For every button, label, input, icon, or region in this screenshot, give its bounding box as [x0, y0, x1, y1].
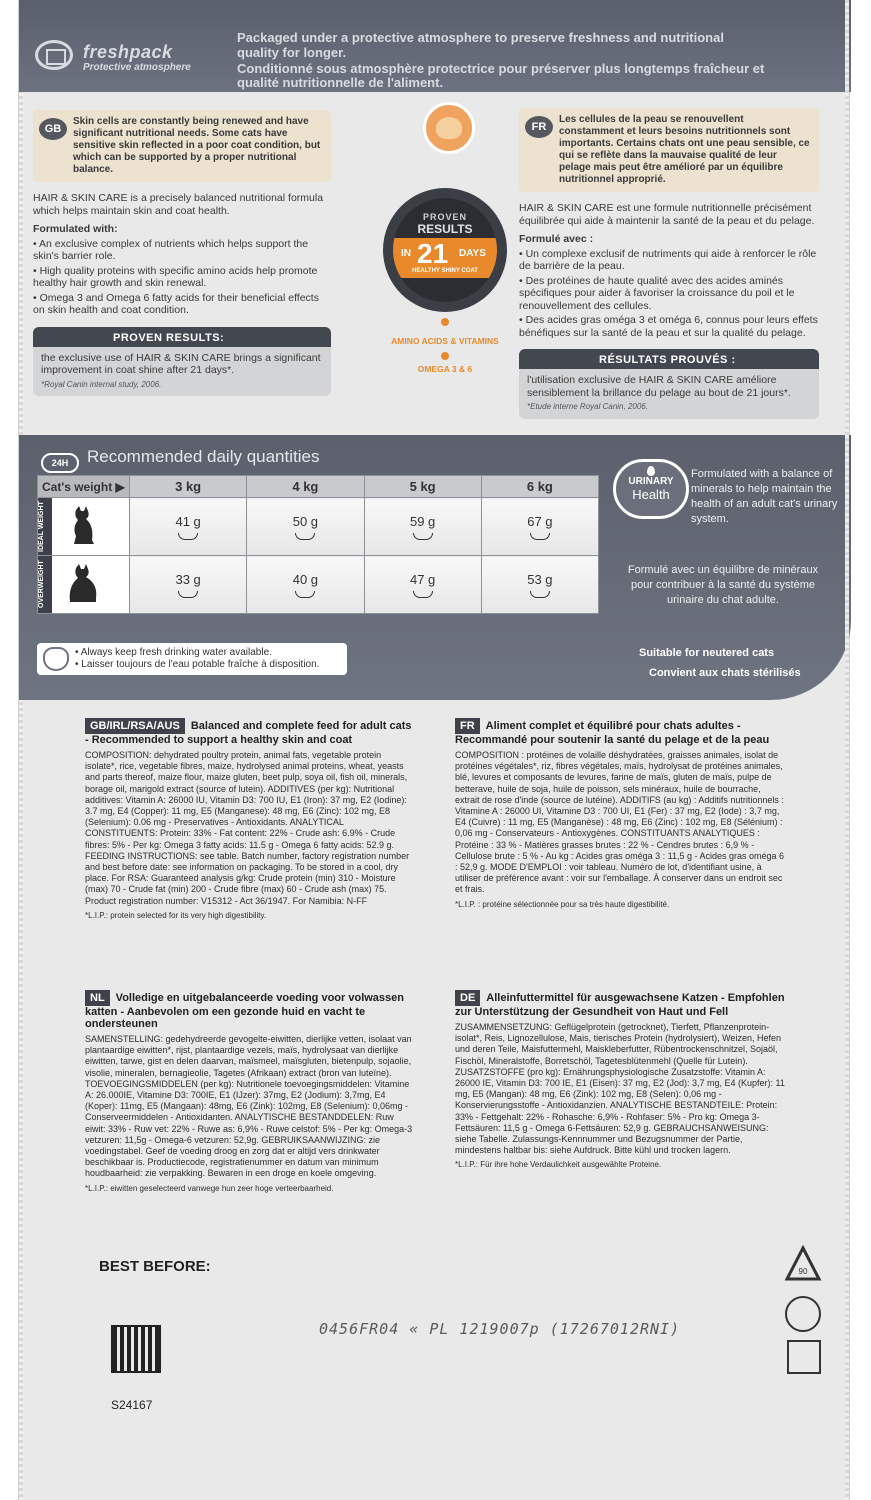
badge-band: [393, 238, 497, 278]
fr-lang-badge: FR: [525, 116, 553, 138]
overweight-cell: [38, 556, 130, 614]
freshpack-name: freshpack: [83, 42, 173, 62]
gb-proven-box: [33, 327, 331, 397]
bowl-icon: [530, 591, 550, 598]
best-before-label: BEST BEFORE:: [99, 1258, 211, 1275]
legal-nl-tag: NL: [85, 990, 110, 1006]
neutered-text-en: Suitable for neutered cats: [639, 647, 775, 659]
fr-intro-box: [519, 108, 819, 192]
bowl-icon: [413, 533, 433, 540]
quantity-value: 53 g: [527, 571, 553, 587]
water-text-fr: • Laisser toujours de l'eau potable fraîche à disposition.: [75, 659, 320, 670]
fr-intro: Les cellules de la peau se renouvellent constamment et leurs besoins nutritionnels sont importants. Certains chats ont une peau sensible, ce qui se reflète dans la mauvaise qualité de leur pelage mais peut être amélioré par un équilibre nutritionnel approprié.: [559, 114, 810, 185]
legal-gb-heading: Balanced and complete feed for adult cats - Recommended to support a healthy skin and coat: [85, 720, 412, 746]
badge-proven: PROVEN: [422, 212, 467, 222]
green-dot-icon: [785, 1296, 821, 1332]
table-row-ideal: [38, 498, 599, 556]
rdq-title: Recommended daily quantities: [87, 447, 320, 466]
quantity-value: 40 g: [292, 571, 319, 587]
24h-icon: 24H: [41, 453, 79, 473]
gb-proven-body: the exclusive use of HAIR & SKIN CARE brings a significant improvement in coat shine after 21 days*.: [41, 351, 321, 376]
legal-de-tag: DE: [455, 990, 480, 1006]
bowl-icon: [413, 591, 433, 598]
over-quantity-cell: [130, 556, 247, 614]
fr-bullet-3: • Des acides gras oméga 3 et oméga 6, connus pour leurs effets bénéfiques sur la santé de la peau et sur la qualité du pelage.: [519, 314, 818, 339]
badge-subtitle: HEALTHY SHINY COAT: [412, 268, 478, 274]
gb-proven-note: *Royal Canin internal study, 2006.: [41, 379, 162, 389]
quantity-value: 50 g: [292, 513, 319, 529]
feeding-table: [37, 475, 599, 614]
omega-label: OMEGA 3 & 6: [417, 364, 473, 374]
ideal-quantity-cell: [364, 498, 481, 556]
fr-formulated: Formulé avec :: [519, 233, 594, 245]
gb-intro: Skin cells are constantly being renewed and have significant nutritional needs. Some cats have sensitive skin reflected in a poor coat condition, but which can be supported by a proper nutritional balance.: [73, 116, 321, 175]
slim-cat-icon: [68, 506, 98, 546]
quantity-value: 47 g: [409, 571, 436, 587]
legal-gb-lip: *L.I.P.: protein selected for its very high digestibility.: [85, 910, 267, 920]
legal-fr: [455, 718, 785, 910]
legal-fr-tag: FR: [455, 718, 480, 734]
package-back: [18, 0, 850, 1500]
product-code: S24167: [111, 1398, 153, 1412]
ideal-quantity-cell: [130, 498, 247, 556]
legal-fr-body: COMPOSITION : protéines de volaille déshydratées, graisses animales, isolat de protéines végétales*, riz, fibres végétales, maïs, hydrolysat de protéines animales, blé, levures et composants de levures, farine de maïs, gluten de maïs, pulpe de betterave, huile de soja, huile de poisson, sels minéraux, huile de bourrache, extrait de rose d'inde (source de lutéine). ADDITIFS (au kg) : Additifs nutritionnels : Vitamine A : 26000 UI, Vitamine D3 : 700 UI, E1 (Fer) : 37 mg, E2 (Iode) : 3,7 mg, E4 (Cuivre) : 11 mg, E5 (Manganèse) : 48 mg, E6 (Zinc) : 102 mg, E8 (Sélénium) : 0,06 mg - Conservateurs - Antioxygènes. CONSTITUANTS ANALYTIQUES : Protéine : 33 % - Matières grasses brutes : 22 % - Cendres brutes : 6,9 % - Cellulose brute : 5 % - Au kg : Acides gras oméga 3 : 11,5 g - Acides gras oméga 6 : 52,9 g. MODE D'EMPLOI : voir tableau. Numéro de lot, d'identifiant usine, à utiliser de préférence avant : voir sur l'emballage. À conserver dans un endroit sec et frais.: [455, 750, 785, 895]
amino-acids-label: AMINO ACIDS & VITAMINS: [391, 336, 499, 346]
freshpack-band: [19, 0, 851, 92]
ideal-weight-label: IDEAL WEIGHT: [38, 498, 52, 555]
fr-proven-body: l'utilisation exclusive de HAIR & SKIN CARE améliore sensiblement la brillance du pelage au bout de 21 jours*.: [527, 374, 791, 399]
freshpack-text-en: Packaged under a protective atmosphere to preserve freshness and nutritional quality for longer.: [237, 30, 724, 60]
quantity-value: 67 g: [527, 513, 553, 529]
urinary-text-fr: Formulé avec un équilibre de minéraux pour contribuer à la santé du système urinaire du chat adulte.: [627, 564, 819, 606]
weight-col: 4 kg: [247, 476, 364, 498]
fr-bullet-1: • Un complexe exclusif de nutriments qui aide à renforcer le rôle de barrière de la peau.: [519, 247, 817, 272]
over-quantity-cell: [481, 556, 598, 614]
legal-gb-body: COMPOSITION: dehydrated poultry protein, animal fats, vegetable protein isolate*, rice, vegetable fibres, maize, hydrolysed animal proteins, wheat, yeasts and parts thereof, maize flour, maize gluten, beet pulp, soya oil, fish oil, minerals, borage oil, marigold extract (source of lutein). ADDITIVES (per kg): Nutritional additives: Vitamin A: 26000 IU, Vitamin D3: 700 IU, E1 (Iron): 37 mg, E2 (Iodine): 3.7 mg, E4 (Copper): 11 mg, E5 (Manganese): 48 mg, E6 (Zinc): 102 mg, E8 (Selenium): 0.06 mg - Preservatives - Antioxidants. ANALYTICAL CONSTITUENTS: Protein: 33% - Fat content: 22% - Crude ash: 6.9% - Crude fibres: 5% - Per kg: Omega 3 fatty acids: 11.5 g - Omega 6 fatty acids: 52.9 g. FEEDING INSTRUCTIONS: see table. Batch number, factory registration number and best before date: see information on packaging. To be stored in a cool, dry place. For RSA: Guaranteed analysis g/kg: Crude protein (min) 310 - Moisture (max) 70 - Crude fat (min) 200 - Crude fibre (max) 60 - Crude ash (max) 75. Product registration number: V15312 - Act 36/1947. For Namibia: N-FF: [85, 750, 410, 906]
orange-dot-icon: [441, 352, 449, 360]
fr-proven-note: *Etude interne Royal Canin, 2006.: [527, 402, 648, 411]
urinary-title: URINARY: [628, 476, 674, 487]
legal-gb: [85, 718, 415, 921]
fr-proven-box: [519, 349, 819, 419]
legal-de: [455, 990, 785, 1171]
gb-bullet-2: • High quality proteins with specific amino acids help promote healthy hair growth and skin renewal.: [33, 264, 318, 289]
gb-lang-badge: GB: [39, 118, 67, 140]
daily-quantities-panel: [19, 435, 851, 700]
legal-de-body: ZUSAMMENSETZUNG: Geflügelprotein (getrocknet), Tierfett, Pflanzenprotein-isolat*, Reis, Lignozellulose, Mais, tierisches Protein (hydrolysiert), Weizen, Hefen und deren Teile, Maisfuttermehl, Maiskleberfutter, Rübentrockenschnitzel, Sojaöl, Fischöl, Mineralstoffe, Borretschöl, Tagetesblütenmehl (Quelle für Lutein). ZUSATZSTOFFE (pro kg): Ernährungsphysiologische Zusatzstoffe: Vitamin A: 26000 IE, Vitamin D3: 700 IE, E1 (Eisen): 37 mg, E2 (Jod): 3,7 mg, E4 (Kupfer): 11 mg, E5 (Mangan): 48 mg, E6 (Zink): 102 mg, E8 (Selen): 0,06 mg - Konservierungsstoffe - Antioxidanzien. ANALYTISCHE BESTANDTEILE: Protein: 33% - Fettgehalt: 22% - Rohasche: 6,9% - Rohfaser: 5% - Pro kg: Omega 3-Fettsäuren: 11,5 g - Omega 6-Fettsäuren: 52,9 g. GEBRAUCHSANWEISUNG: siehe Tabelle. Zulassungs-Kennnummer und Bezugsnummer der Partie, mindestens haltbar bis: siehe Aufdruck. Bitte kühl und trocken lagern.: [455, 1022, 785, 1156]
legal-nl: [85, 990, 415, 1194]
weight-col: 3 kg: [130, 476, 247, 498]
legal-nl-heading: Volledige en uitgebalanceerde voeding voor volwassen katten - Aanbevolen om een gezonde huid en vacht te ondersteunen: [85, 992, 404, 1030]
gb-bullet-1: • An exclusive complex of nutrients which helps support the skin's barrier role.: [33, 237, 309, 262]
urinary-text-en: Formulated with a balance of minerals to help maintain the health of an adult cat's urinary system.: [691, 468, 838, 525]
badge-outer-ring: [383, 188, 507, 312]
urinary-health-badge: [613, 459, 689, 519]
water-text-en: • Always keep fresh drinking water available.: [75, 647, 272, 658]
badge-in: IN: [401, 248, 411, 259]
fr-hair-skin: HAIR & SKIN CARE est une formule nutritionnelle précisément équilibrée qui aide à maintenir la santé de la peau et du pelage.: [519, 202, 815, 227]
ideal-quantity-cell: [247, 498, 364, 556]
bowl-icon: [295, 533, 315, 540]
overweight-label: OVERWEIGHT: [38, 556, 52, 613]
orange-dot-icon: [441, 318, 449, 326]
legal-gb-tag: GB/IRL/RSA/AUS: [85, 718, 185, 734]
badge-results: RESULTS: [417, 222, 473, 236]
gb-column: [33, 110, 331, 396]
gb-bullet-3: • Omega 3 and Omega 6 fatty acids for their beneficial effects on skin health and coat condition.: [33, 291, 319, 316]
drop-icon: [647, 466, 655, 476]
overweight-cat-icon: [68, 564, 98, 604]
table-row-overweight: [38, 556, 599, 614]
ideal-quantity-cell: [481, 498, 598, 556]
freshpack-logo-icon: [35, 40, 73, 70]
weight-col: 6 kg: [481, 476, 598, 498]
weight-header: Cat's weight ▶: [38, 476, 130, 498]
datamatrix-code: [111, 1325, 161, 1373]
legal-fr-lip: *L.I.P. : protéine sélectionnée pour sa très haute digestibilité.: [455, 899, 670, 909]
freshpack-text-fr: Conditionné sous atmosphère protectrice pour préserver plus longtemps fraîcheur et qualité nutritionnelle de l'aliment.: [237, 61, 765, 90]
quantity-value: 41 g: [175, 513, 201, 529]
weight-col: 5 kg: [364, 476, 481, 498]
bowl-icon: [295, 591, 315, 598]
badge-number: 21: [417, 238, 449, 269]
legal-nl-lip: *L.I.P.: eiwitten geselecteerd vanwege hun zeer hoge verteerbaarheid.: [85, 1183, 334, 1193]
gb-hair-skin: HAIR & SKIN CARE is a precisely balanced nutritional formula which helps maintain skin and coat health.: [33, 192, 324, 217]
fr-proven-title: RÉSULTATS PROUVÉS :: [519, 349, 819, 369]
over-quantity-cell: [247, 556, 364, 614]
recycle-icon: [781, 1245, 825, 1285]
gb-formulated: Formulated with:: [33, 223, 118, 235]
neutered-text-fr: Convient aux chats stérilisés: [649, 667, 801, 679]
urinary-subtitle: Health: [632, 487, 670, 502]
quantity-value: 59 g: [409, 513, 436, 529]
freshpack-subtitle: Protective atmosphere: [83, 62, 191, 73]
fr-column: [519, 108, 819, 419]
cat-fur-icon: [423, 102, 475, 154]
over-quantity-cell: [364, 556, 481, 614]
legal-nl-body: SAMENSTELLING: gedehydreerde gevogelte-eiwitten, dierlijke vetten, isolaat van plantaardige eiwitten*, rijst, plantaardige vezels, maïs, hydrolysaat van dierlijke eiwitten, tarwe, gist en delen daarvan, maïsmeel, maïsgluten, bietenpulp, sojaolie, visolie, mineralen, bernagieolie, Tagetes (Afrikaan) extract (bron van luteïne). TOEVOEGINGSMIDDELEN (per kg): Nutritionele toevoegingsmiddelen: Vitamine A: 26.000IE, Vitamine D3: 700IE, E1 (IJzer): 37mg, E2 (Jodium): 3,7mg, E4 (Koper): 11mg, E5 (Mangaan): 48mg, E6 (Zink): 102mg, E8 (Selenium): 0,06mg - Conserveermiddelen - Antioxidanten. ANALYTISCHE BESTANDDELEN: Ruw eiwit: 33% - Ruw vet: 22% - Ruwe as: 6,9% - Ruwe celstof: 5% - Per kg: Omega-3 vetzuren: 11,5g - Omega-6 vetzuren: 52,9g. GEBRUIKSAANWIJZING: zie voedingstabel. Geef de voeding droog en zorg dat er altijd vers drinkwater beschikbaar is. Productiecode, registratienummer en datum van minimum houdbaarheid: zie verpakking. Bewaren in een droge en koele omgeving.: [85, 1034, 413, 1179]
badge-days: DAYS: [459, 248, 486, 259]
quantity-value: 33 g: [175, 571, 201, 587]
legal-de-heading: Alleinfuttermittel für ausgewachsene Katzen - Empfohlen zur Unterstützung der Gesundheit von Haut und Fell: [455, 992, 785, 1018]
legal-fr-heading: Aliment complet et équilibré pour chats adultes - Recommandé pour soutenir la santé du pelage et de la peau: [455, 720, 770, 746]
trash-bin-icon: [787, 1340, 821, 1374]
recycle-number: 90: [798, 1267, 808, 1276]
fr-bullet-2: • Des protéines de haute qualité avec des acides aminés spécifiques pour aider à favoriser la croissance du poil et le renouvellement des cellules.: [519, 274, 795, 312]
gb-intro-box: [33, 110, 331, 182]
batch-number: 0456FR04 « PL 1219007p (17267012RNI): [319, 1320, 681, 1338]
proven-results-badge: [383, 100, 507, 400]
legal-de-lip: *L.I.P.: Für ihre hohe Verdaulichkeit ausgewählte Proteine.: [455, 1160, 662, 1170]
bowl-icon: [178, 533, 198, 540]
water-notice: [37, 643, 347, 675]
ideal-weight-cell: [38, 498, 130, 556]
water-bowl-icon: [43, 647, 69, 671]
bowl-icon: [530, 533, 550, 540]
bowl-icon: [178, 591, 198, 598]
gb-proven-title: PROVEN RESULTS:: [33, 327, 331, 347]
